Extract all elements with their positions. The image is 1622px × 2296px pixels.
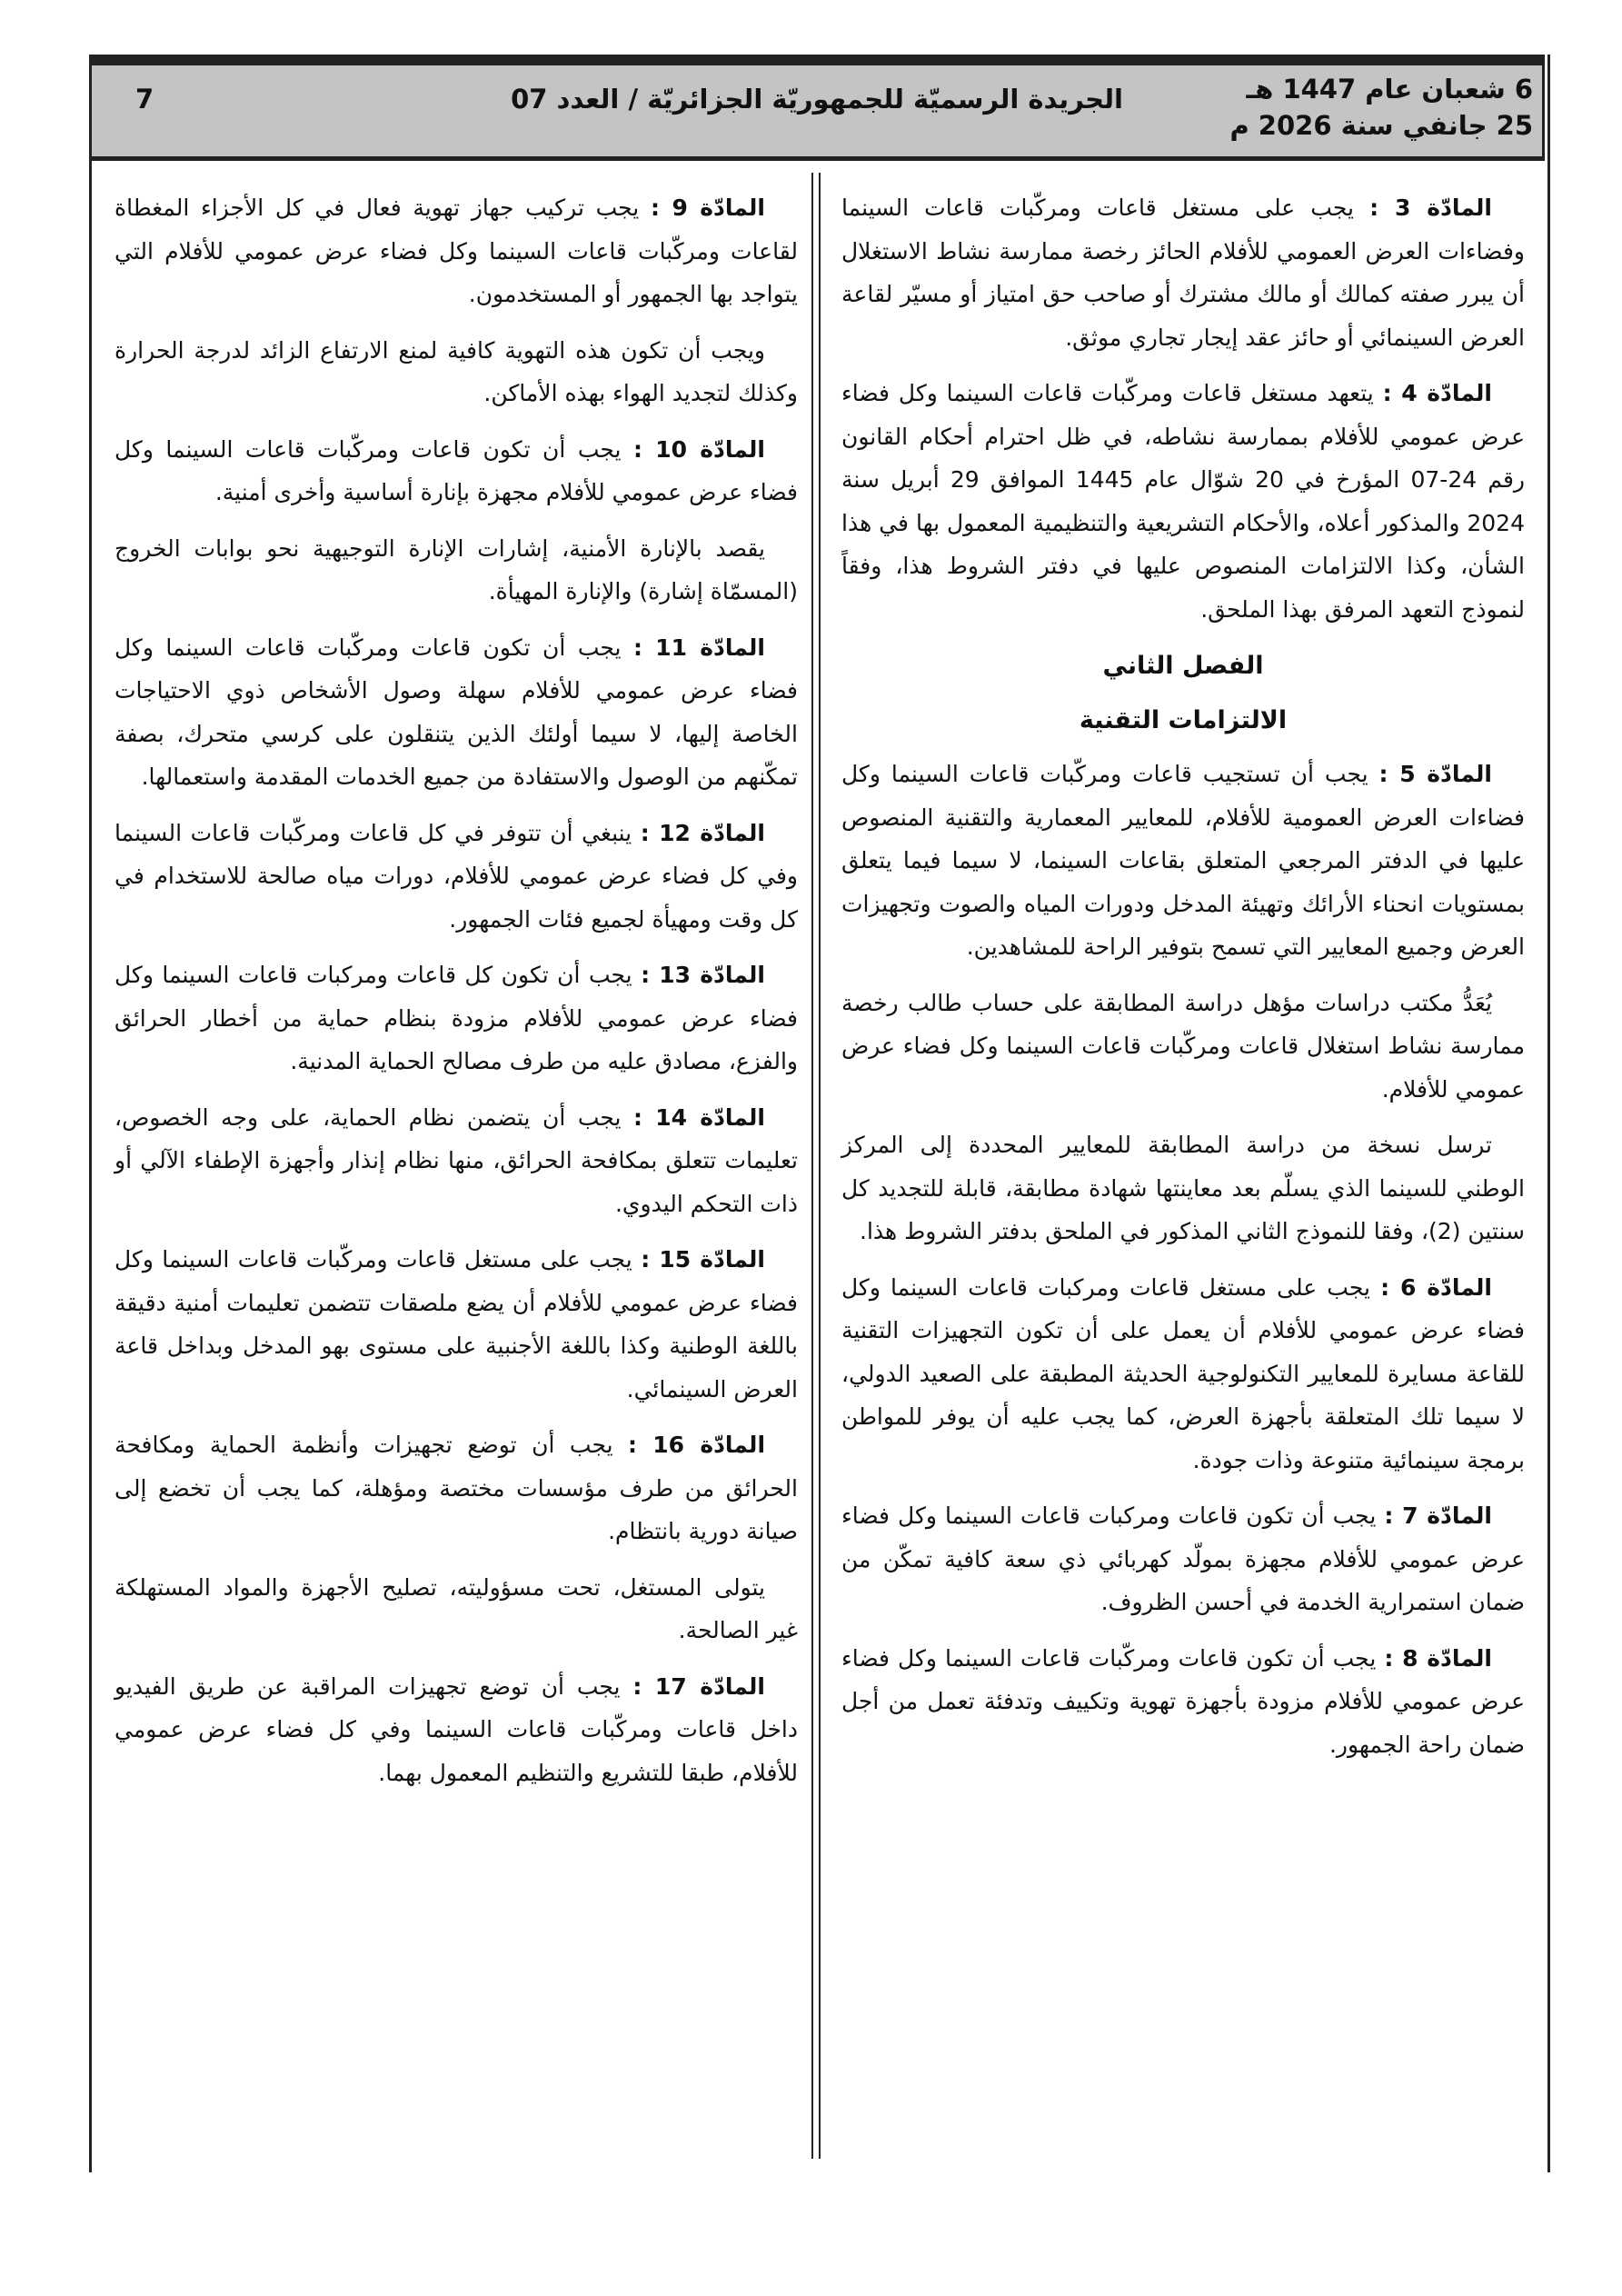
article-14: [114, 1096, 798, 1226]
article-15: [114, 1238, 798, 1411]
article-11: [114, 626, 798, 799]
chapter-heading: الفصل الثاني: [1102, 652, 1264, 680]
paragraph: ويجب أن تكون هذه التهوية كافية لمنع الارتفاع الزائد لدرجة الحرارة وكذلك لتجديد الهواء بهذه الأماكن.: [114, 336, 798, 406]
article-text: يجب أن تكون قاعات ومركّبات قاعات السينما وكل فضاء عرض عمومي للأفلام مجهزة بإنارة أساسية وأخرى أمنية.: [114, 435, 798, 505]
article-label: المادّة 7 :: [1384, 1502, 1492, 1529]
article-text: يجب أن تكون قاعات ومركبات قاعات السينما وكل فضاء عرض عمومي للأفلام مجهزة بمولّد كهربائي ذي سعة كافية تمكّن من ضمان استمرارية الخدمة في أحسن الظروف.: [841, 1502, 1525, 1615]
paragraph: يقصد بالإنارة الأمنية، إشارات الإنارة التوجيهية نحو بوابات الخروج (المسمّاة إشارة) والإنارة المهيأة.: [114, 534, 798, 604]
article-label: المادّة 10 :: [633, 435, 765, 463]
article-label: المادّة 8 :: [1384, 1644, 1492, 1672]
article-7: [841, 1494, 1525, 1624]
article-label: المادّة 15 :: [641, 1246, 765, 1273]
gazette-header: [89, 55, 1545, 161]
article-8: [841, 1637, 1525, 1767]
article-text: يتعهد مستغل قاعات ومركّبات قاعات السينما وكل فضاء عرض عمومي للأفلام بممارسة نشاطه، في ظل احترام أحكام القانون رقم 24-07 المؤرخ في 20 شوّال عام 1445 الموافق 29 أبريل سنة 2024 والمذكور أعلاه، والأحكام التشريعية والتنظيمية المعمول بها في هذا الشأن، وكذا الالتزامات المنصوص عليها في دفتر الشروط هذا، وفقاً لنموذج التعهد المرفق بهذا الملحق.: [841, 380, 1525, 623]
article-text: يجب أن توضع تجهيزات وأنظمة الحماية ومكافحة الحرائق من طرف مؤسسات مختصة ومؤهلة، كما يجب أن تخضع إلى صيانة دورية بانتظام.: [114, 1432, 798, 1544]
article-text: يجب أن يتضمن نظام الحماية، على وجه الخصوص، تعليمات تتعلق بمكافحة الحرائق، منها نظام إنذار وأجهزة الإطفاء الآلي أو ذات التحكم اليدوي.: [114, 1103, 798, 1217]
article-3: [841, 186, 1525, 359]
article-6: [841, 1266, 1525, 1482]
article-9: [114, 186, 798, 316]
article-text: ينبغي أن تتوفر في كل قاعات ومركّبات قاعات السينما وفي كل فضاء عرض عمومي للأفلام، دورات مياه صالحة للاستخدام في كل وقت ومهيأة لجميع فئات الجمهور.: [114, 819, 798, 933]
article-12: [114, 812, 798, 942]
article-label: المادّة 6 :: [1380, 1273, 1492, 1301]
page-number: 7: [135, 84, 154, 115]
article-text: يجب على مستغل قاعات ومركبات قاعات السينما وكل فضاء عرض عمومي للأفلام أن يعمل على أن تكون التجهيزات التقنية للقاعة مسايرة للمعايير التكنولوجية الحديثة المطبقة على الصعيد الدولي، لا سيما تلك المتعلقة بأجهزة العرض، كما يجب عليه أن يوفر للمواطن برمجة سينمائية متنوعة وذات جودة.: [841, 1273, 1525, 1473]
article-label: المادّة 12 :: [640, 819, 766, 846]
article-17: [114, 1665, 798, 1795]
article-13: [114, 953, 798, 1083]
article-16: [114, 1423, 798, 1553]
column-divider: [811, 173, 821, 2159]
date-gregorian: 25 جانفي سنة 2026 م: [1229, 110, 1533, 141]
article-label: المادّة 16 :: [628, 1432, 766, 1458]
article-label: المادّة 9 :: [650, 195, 765, 221]
article-text: يجب أن تكون كل قاعات ومركبات قاعات السينما وكل فضاء عرض عمومي للأفلام مزودة بنظام حماية من أخطار الحرائق والفزع، مصادق عليه من طرف مصالح الحماية المدنية.: [114, 962, 798, 1074]
date-hijri: 6 شعبان عام 1447 هـ: [1246, 74, 1533, 105]
article-label: المادّة 14 :: [632, 1103, 766, 1131]
paragraph: ترسل نسخة من دراسة المطابقة للمعايير المحددة إلى المركز الوطني للسينما الذي يسلّم بعد معاينتها شهادة مطابقة، قابلة للتجديد كل سنتين (2)، وفقا للنموذج الثاني المذكور في الملحق بدفتر الشروط هذا.: [841, 1132, 1525, 1244]
paragraph: يتولى المستغل، تحت مسؤوليته، تصليح الأجهزة والمواد المستهلكة غير الصالحة.: [114, 1573, 798, 1643]
article-label: المادّة 3 :: [1369, 195, 1492, 221]
article-label: المادّة 13 :: [641, 962, 765, 988]
article-5: [841, 753, 1525, 969]
article-text: يجب أن تكون قاعات ومركّبات قاعات السينما وكل فضاء عرض عمومي للأفلام مزودة بأجهزة تهوية وتكييف وتدفئة تعمل من أجل ضمان راحة الجمهور.: [841, 1644, 1525, 1758]
article-label: المادّة 17 :: [632, 1672, 766, 1700]
paragraph: يُعَدُّ مكتب دراسات مؤهل دراسة المطابقة على حساب طالب رخصة ممارسة نشاط استغلال قاعات ومركّبات قاعات السينما وكل فضاء عرض عمومي للأفلام.: [841, 989, 1525, 1103]
article-text: يجب أن توضع تجهيزات المراقبة عن طريق الفيديو داخل قاعات ومركّبات قاعات السينما وفي كل فضاء عرض عمومي للأفلام، طبقا للتشريع والتنظيم المعمول بهما.: [114, 1672, 798, 1786]
gazette-title: الجريدة الرسميّة للجمهوريّة الجزائريّة / العدد 07: [511, 84, 1123, 115]
article-text: يجب تركيب جهاز تهوية فعال في كل الأجزاء المغطاة لقاعات ومركّبات قاعات السينما وكل فضاء عرض عمومي للأفلام التي يتواجد بها الجمهور أو المستخدمون.: [114, 195, 798, 307]
article-10: [114, 428, 798, 514]
right-column: [841, 186, 1525, 1779]
article-text: يجب على مستغل قاعات ومركّبات قاعات السينما وفضاءات العرض العمومي للأفلام الحائز رخصة ممارسة نشاط الاستغلال أن يبرر صفته كمالك أو مالك مشترك أو صاحب حق امتياز أو مسيّر لقاعة العرض السينمائي أو حائز عقد إيجار تجاري موثق.: [841, 195, 1525, 351]
article-4: [841, 372, 1525, 631]
article-label: المادّة 4 :: [1382, 380, 1492, 406]
chapter-title: الالتزامات التقنية: [1079, 706, 1288, 734]
article-label: المادّة 5 :: [1378, 761, 1492, 787]
left-column: [114, 186, 798, 1807]
article-text: يجب أن تستجيب قاعات ومركّبات قاعات السينما وكل فضاءات العرض العمومية للأفلام، للمعايير المعمارية والتقنية المنصوص عليها في الدفتر المرجعي المتعلق بقاعات السينما، لا سيما فيما يتعلق بمستويات انحناء الأرائك وتهيئة المدخل ودورات المياه والصوت وتجهيزات العرض وجميع المعايير التي تسمح بتوفير الراحة للمشاهدين.: [841, 761, 1525, 960]
article-text: يجب أن تكون قاعات ومركّبات قاعات السينما وكل فضاء عرض عمومي للأفلام سهلة وصول الأشخاص ذوي الاحتياجات الخاصة إليها، لا سيما أولئك الذين يتنقلون على كرسي متحرك، بصفة تمكّنهم من الوصول والاستفادة من جميع الخدمات المقدمة واستعمالها.: [114, 634, 798, 790]
article-text: يجب على مستغل قاعات ومركّبات قاعات السينما وكل فضاء عرض عمومي للأفلام أن يضع ملصقات تتضمن تعليمات أمنية دقيقة باللغة الوطنية وكذا باللغة الأجنبية على مستوى بهو المدخل وبداخل قاعة العرض السينمائي.: [114, 1246, 798, 1403]
article-label: المادّة 11 :: [633, 634, 765, 661]
